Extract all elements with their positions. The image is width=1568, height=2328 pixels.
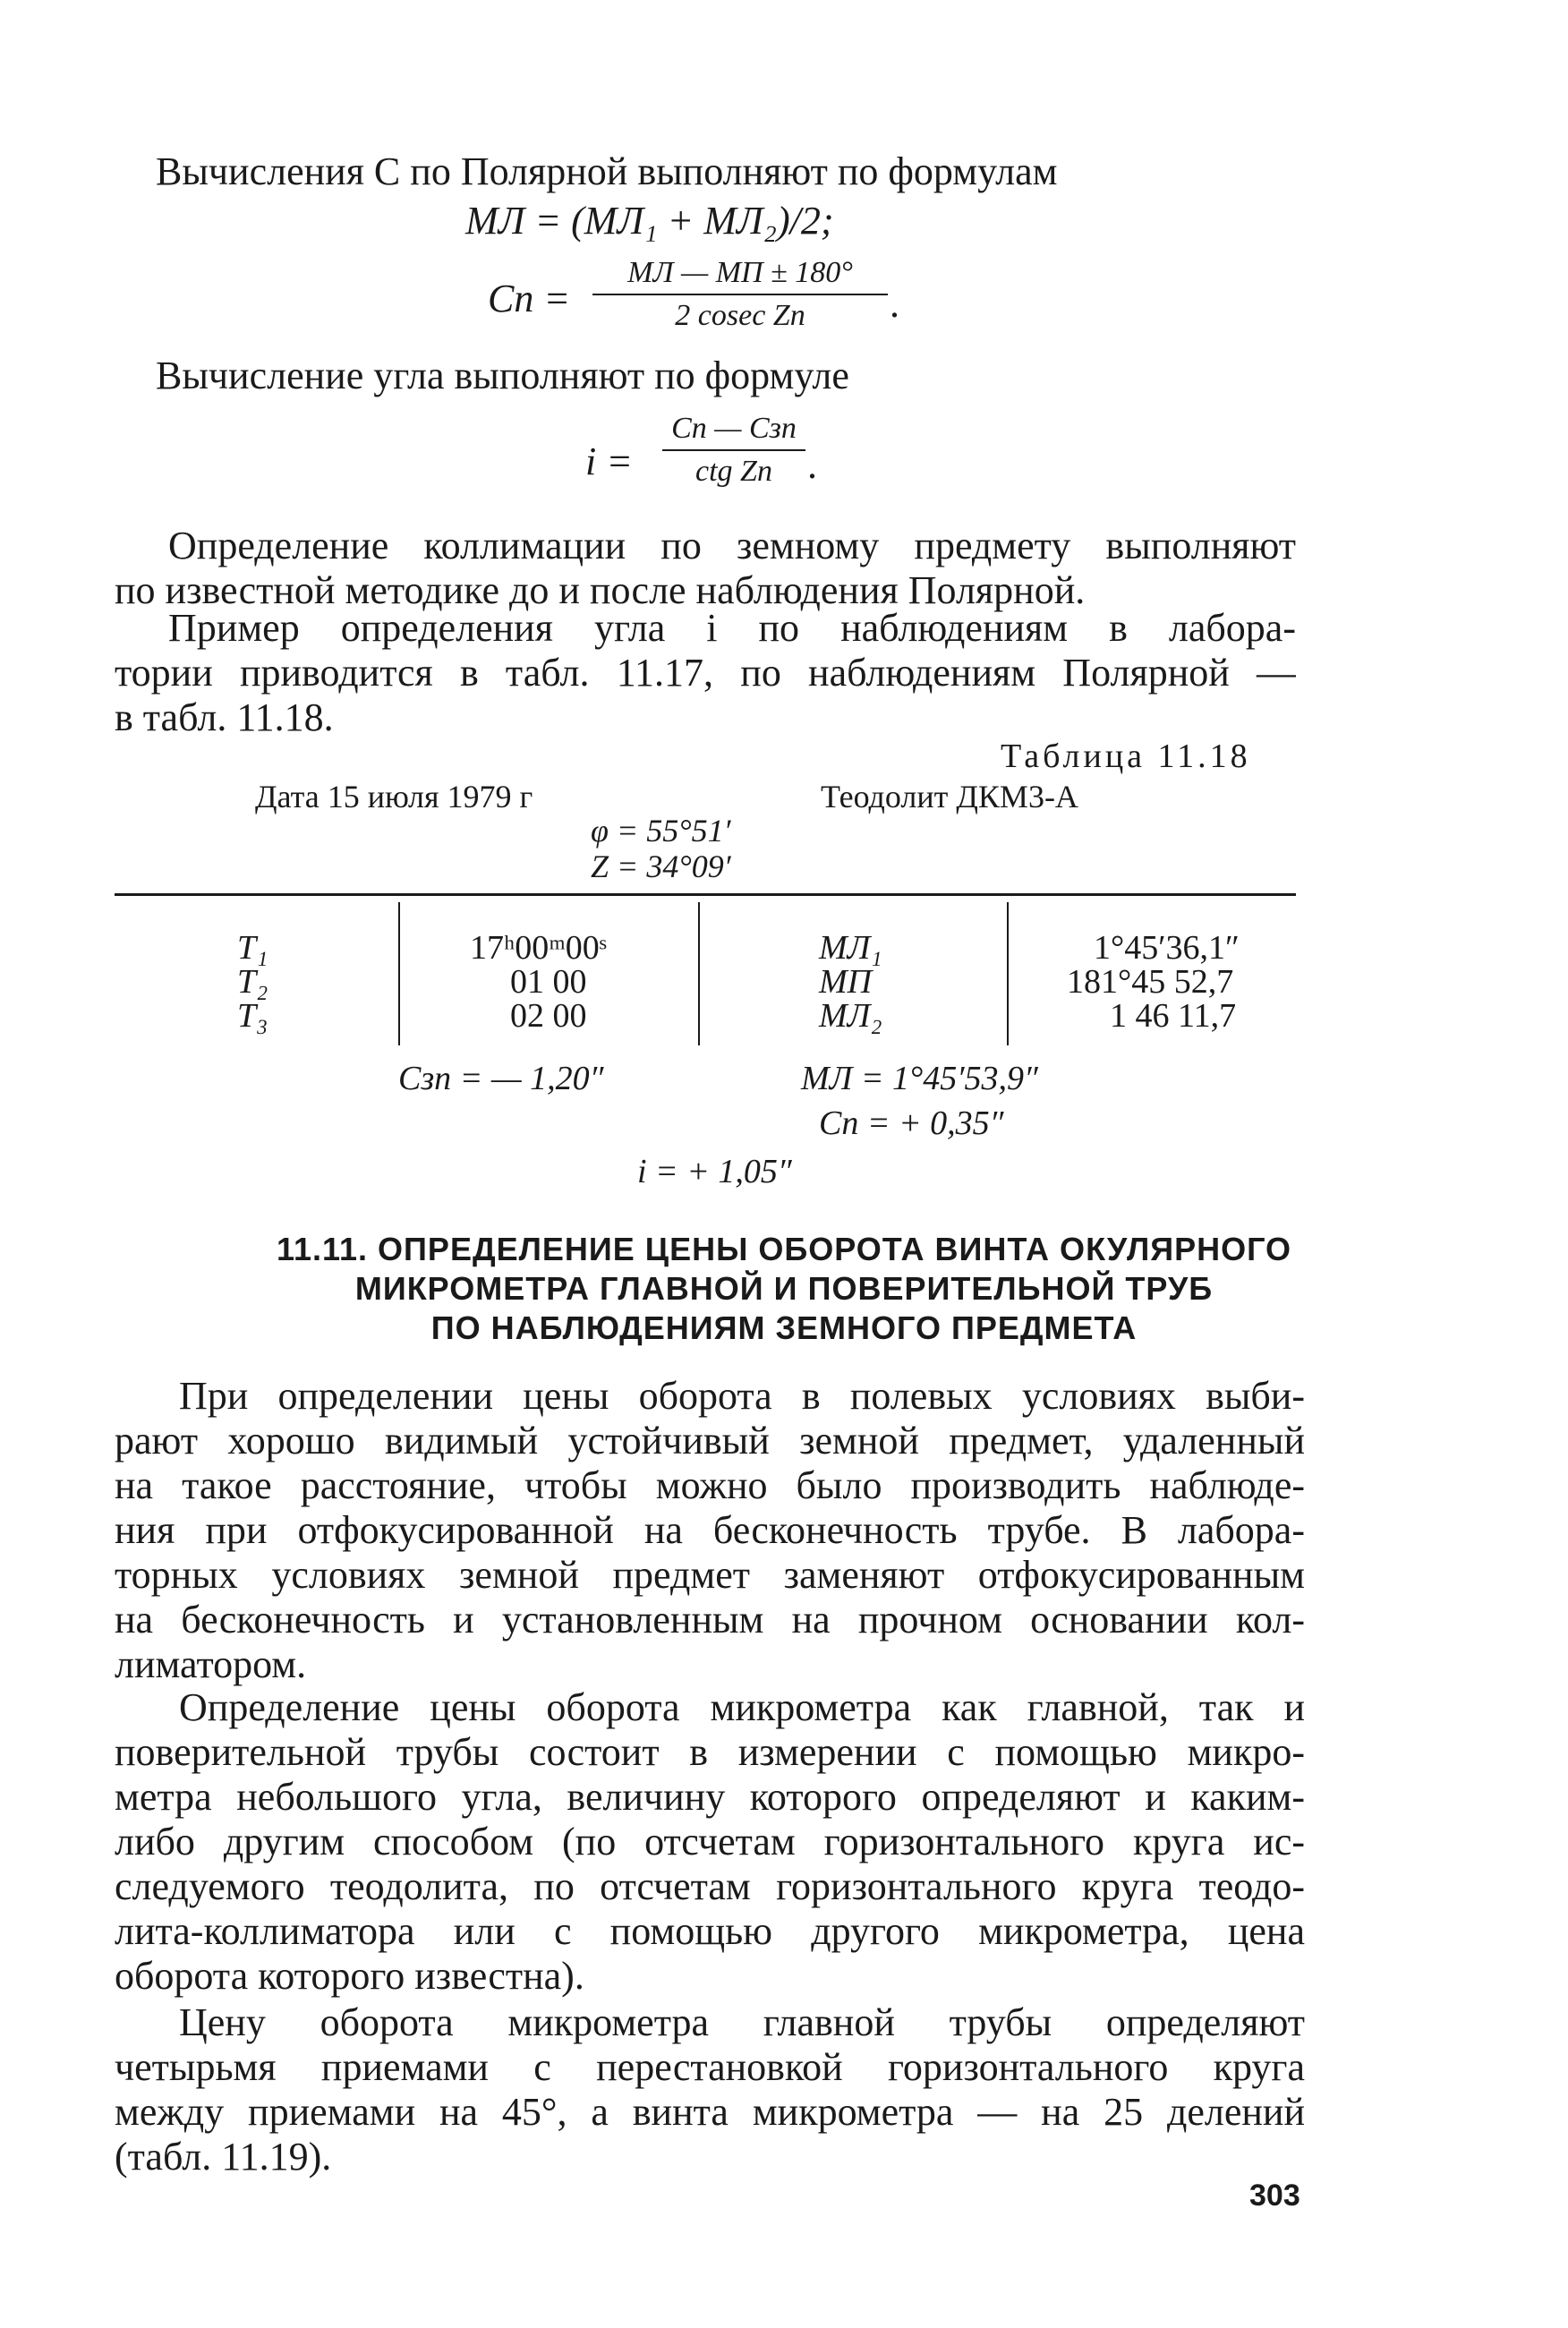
cell-value: 1 46 11,7 [1110,997,1237,1035]
page-number: 303 [1249,2179,1300,2213]
intro-line-2: Вычисление угла выполняют по формуле [156,354,849,397]
formula-i-denominator: ctg Zп [695,455,772,488]
formula-i-fraction [662,414,805,487]
table-ml-mean: МЛ = 1°45′53,9″ [801,1060,1038,1097]
para-line: тории приводится в табл. 11.17, по наблюдениям Полярной — [115,651,1296,695]
para-line: следуемого теодолита, по отсчетам горизонтального круга теодо- [115,1864,1305,1908]
para-line: Цену оборота микрометра главной трубы определяют [179,2000,1305,2044]
table-vline-2 [698,902,700,1045]
formula-i-period: . [807,443,817,487]
paragraph-field-conditions [115,1374,1305,1687]
para-line: либо другим способом (по отсчетам горизонтального круга ис- [115,1820,1305,1863]
table-date: Дата 15 июля 1979 г [255,779,533,814]
formula-cp-numerator: МЛ — МП ± 180° [627,256,853,289]
intro-line-1: Вычисления C по Полярной выполняют по формулам [156,149,1058,193]
para-line: При определении цены оборота в полевых условиях выби- [179,1374,1305,1418]
para-line: рают хорошо видимый устойчивый земной предмет, удаленный [115,1419,1305,1462]
formula-cp-period: . [890,282,899,326]
cell-label: МЛ₁ [819,929,882,967]
table-c-p: Cп = + 0,35″ [819,1104,1004,1142]
para-line: Пример определения угла i по наблюдениям в лабора- [168,606,1296,650]
cell-time: 02 00 [510,997,587,1035]
table-c-zp: Cзп = — 1,20″ [398,1060,604,1097]
para-line: на бесконечность и установленным на прочном основании кол- [115,1598,1305,1642]
para-line: поверительной трубы состоит в измерении с помощью микро- [115,1730,1305,1774]
table-top-rule [115,893,1296,896]
para-line: (табл. 11.19). [115,2135,332,2179]
table-i: i = + 1,05″ [637,1153,792,1190]
section-heading-line-2: МИКРОМЕТРА ГЛАВНОЙ И ПОВЕРИТЕЛЬНОЙ ТРУБ [354,1270,1214,1307]
cell-t: T₁ [237,929,268,967]
para-line: по известной методике до и после наблюдения Полярной. [115,568,1086,612]
para-line: ния при отфокусированной на бесконечность трубе. В лабора- [115,1508,1305,1552]
para-line: торных условиях земной предмет заменяют отфокусированным [115,1553,1305,1597]
cell-value: 1°45′36,1″ [1094,929,1240,967]
formula-i-numerator: Cп — Cзп [671,412,797,445]
table-vline-1 [398,902,400,1045]
paragraph-procedure [115,2000,1305,2179]
formula-ml: МЛ = (МЛ₁ + МЛ₂)/2; [465,199,834,243]
formula-cp-fraction [592,258,888,331]
para-line: между приемами на 45°, а винта микрометра — на 25 делений [115,2090,1305,2134]
cell-value: 181°45 52,7 [1067,963,1234,1001]
para-line: Определение коллимации по земному предмету выполняют [168,524,1296,567]
paragraph-example [115,606,1296,740]
para-line: четырьмя приемами с перестановкой горизонтального круга [115,2045,1305,2089]
table-zenith: Z = 34°09′ [591,848,731,884]
cell-label: МП [819,963,873,1001]
formula-cp-lhs: Cп = [488,277,571,320]
para-line: на такое расстояние, чтобы можно было производить наблюде- [115,1463,1305,1507]
cell-t: T₂ [237,963,268,1001]
paragraph-method [115,1685,1305,1999]
para-line: в табл. 11.18. [115,695,334,739]
para-line: оборота которого известна). [115,1954,584,1998]
table-caption: Таблица 11.18 [1001,738,1251,775]
cell-t: T₃ [237,997,268,1035]
section-heading-line-3: ПО НАБЛЮДЕНИЯМ ЗЕМНОГО ПРЕДМЕТА [430,1309,1138,1346]
formula-cp-denominator: 2 cosec Zп [675,299,805,332]
para-line: Определение цены оборота микрометра как главной, так и [179,1685,1305,1729]
paragraph-collimation [115,524,1296,613]
cell-time: 01 00 [510,963,587,1001]
fraction-bar [592,294,888,295]
section-heading-line-1: 11.11. ОПРЕДЕЛЕНИЕ ЦЕНЫ ОБОРОТА ВИНТА ОКУЛЯРНОГО [276,1231,1292,1267]
cell-time: 17ʰ00ᵐ00ˢ [470,929,607,967]
table-theodolite: Теодолит ДКМ3-А [821,779,1078,814]
para-line: метра небольшого угла, величину которого определяют и каким- [115,1775,1305,1819]
fraction-bar [662,449,805,451]
table-latitude: φ = 55°51′ [591,813,731,848]
cell-label: МЛ₂ [819,997,882,1035]
formula-i-lhs: i = [585,439,633,483]
table-vline-3 [1007,902,1009,1045]
para-line: лиматором. [115,1642,307,1686]
para-line: лита-коллиматора или с помощью другого микрометра, цена [115,1909,1305,1953]
